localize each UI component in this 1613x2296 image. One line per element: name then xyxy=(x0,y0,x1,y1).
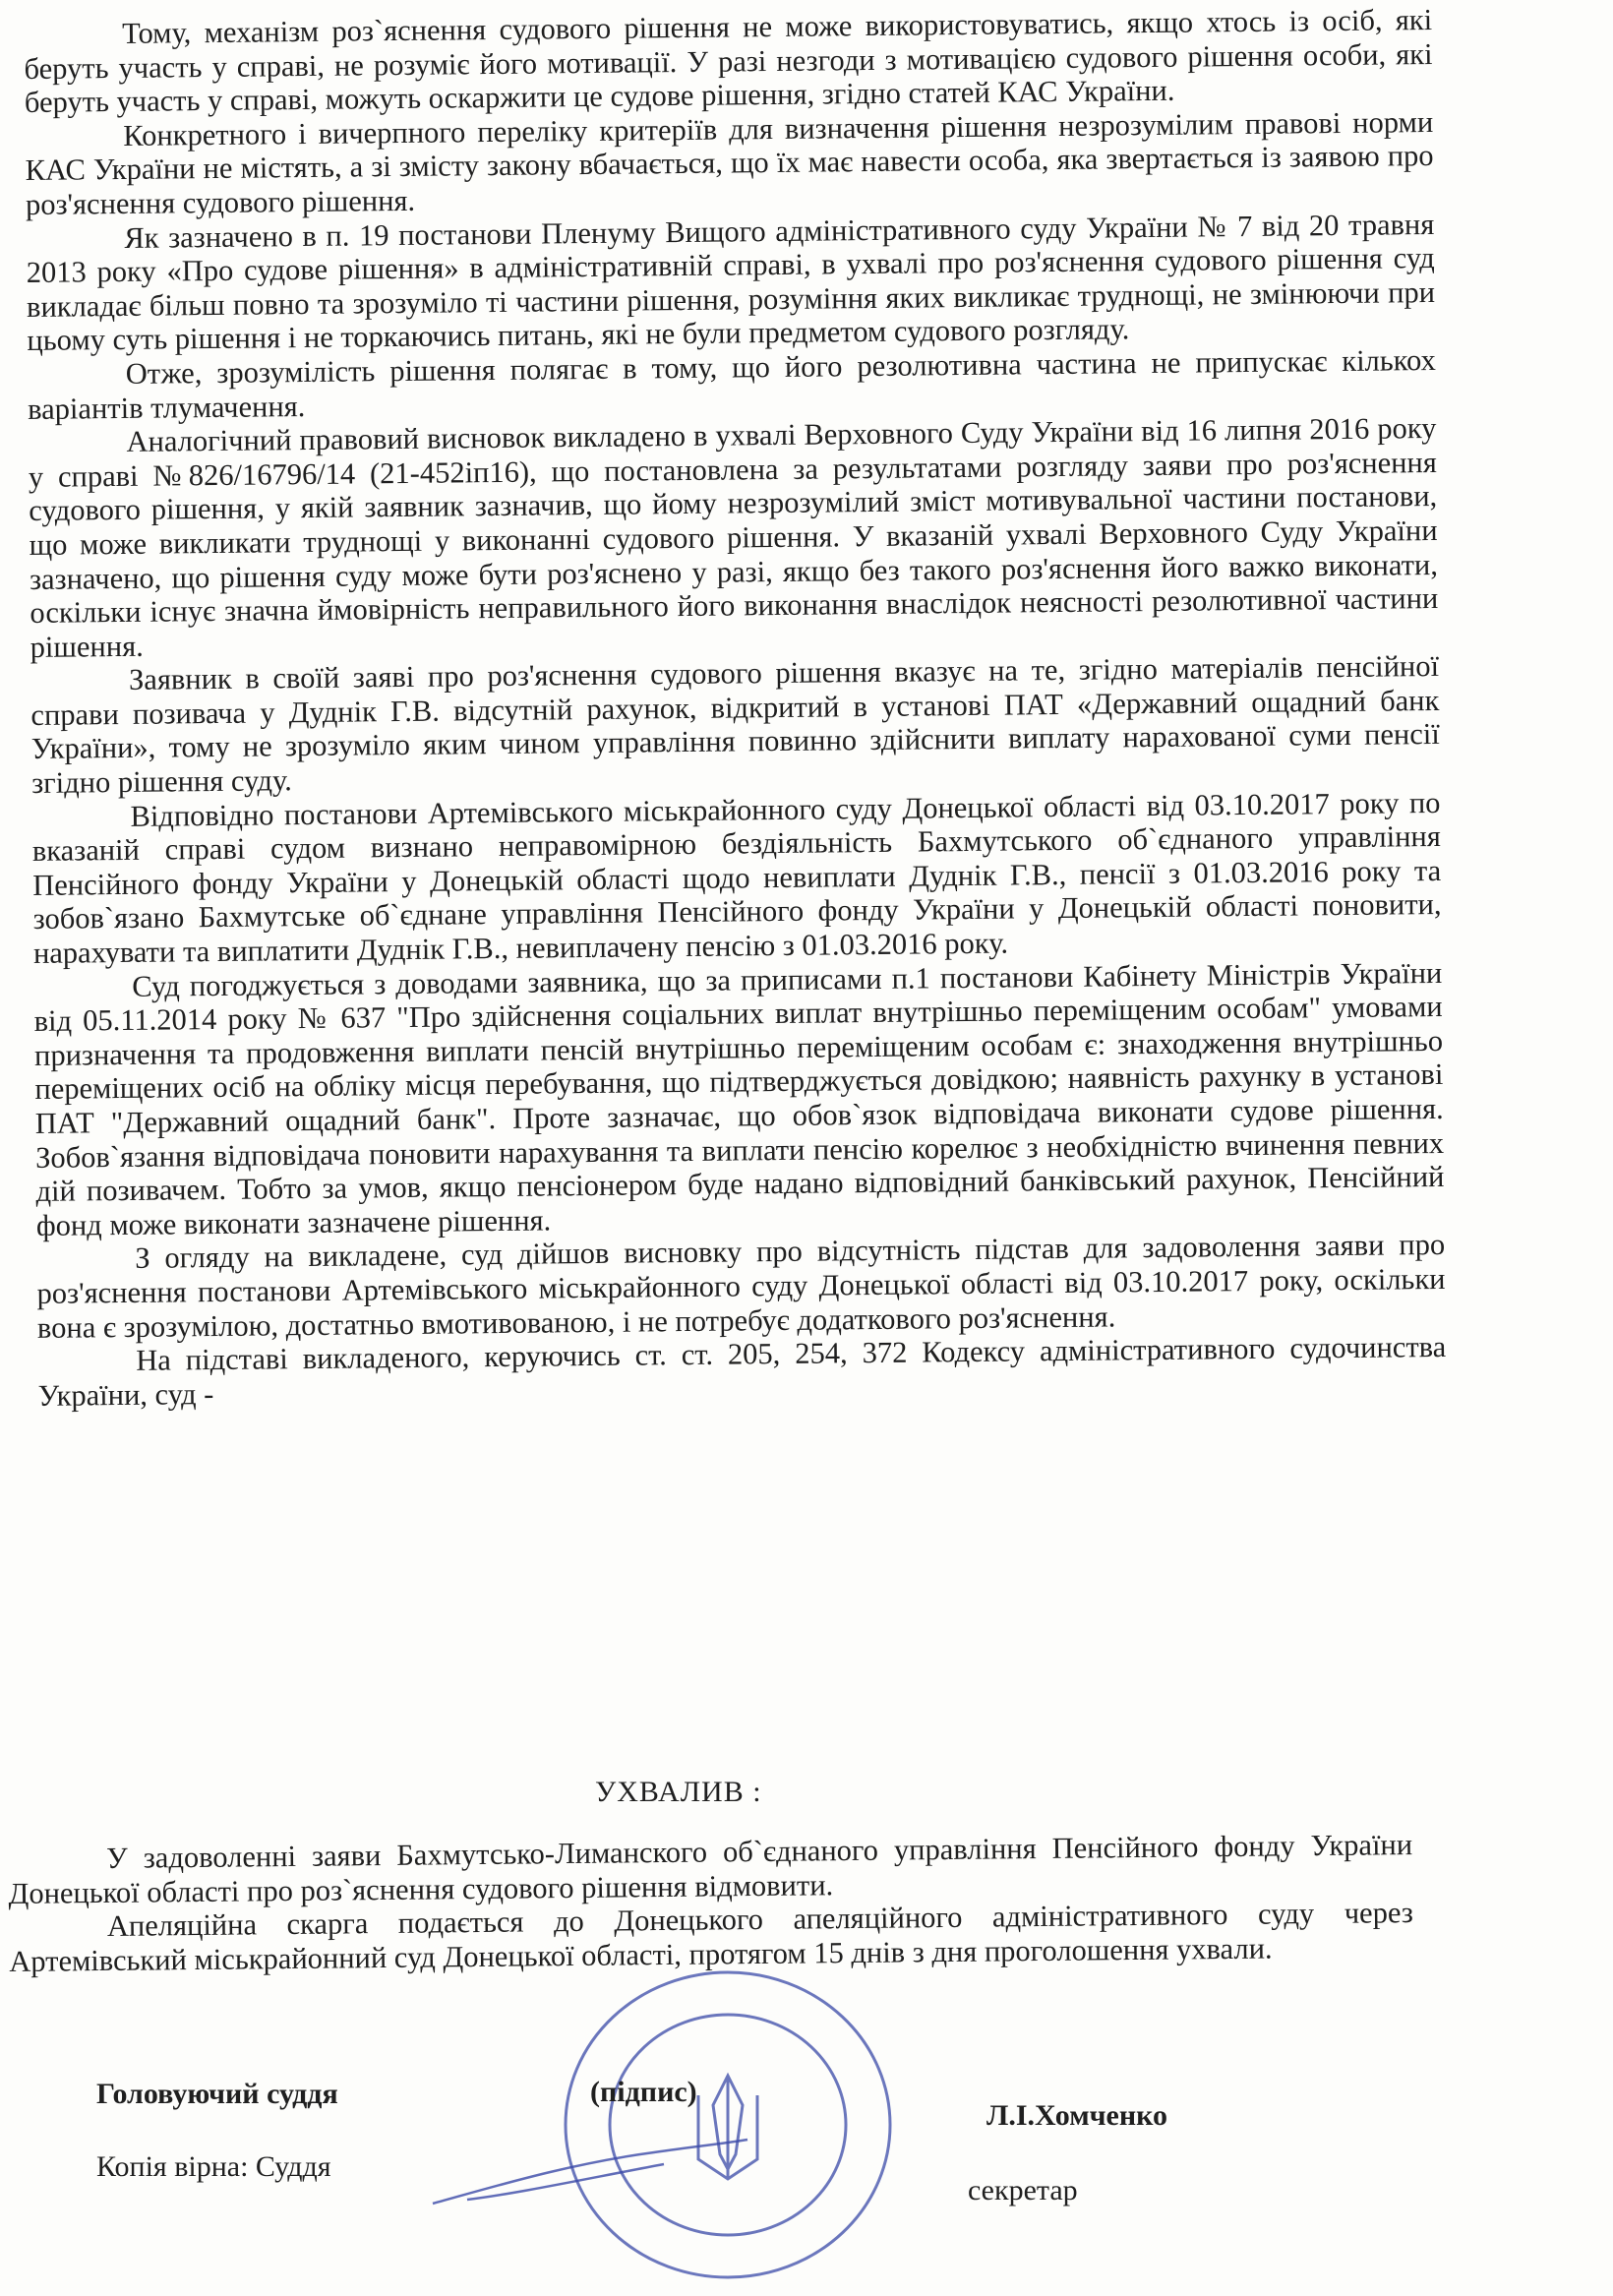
paragraph: Заявник в своїй заяві про роз'яснення судового рішення вказує на те, згідно матеріалів пенсійної справи позивача у Дуднік Г.В. відсутній рахунок, відкритий в установі ПАТ «Державний ощадний банк України», тому не зрозуміло яким чином управління повинно здійснити виплату нарахованої суми пенсії згідно рішення суду. xyxy=(30,649,1440,801)
stamp-seal-icon xyxy=(551,1958,905,2292)
resolution-section xyxy=(8,1828,1413,1978)
paragraph: Аналогічний правовий висновок викладено в ухвалі Верховного Суду України від 16 липня 2016 року у справі №826/16796/14 (21-452іп16), що постановлена за результатами розгляду заяви про роз'яснення судового рішення, у якій заявник зазначив, що йому незрозумілий зміст мотивувальної частини постанови, що може викликати труднощі у виконанні судового рішення. У вказаній ухвалі Верховного Суду України зазначено, що рішення суду може бути роз'яснено у разі, якщо без такого роз'яснення його важко виконати, оскільки існує значна ймовірність неправильного його виконання внаслідок неясності резолютивної частини рішення. xyxy=(28,411,1439,664)
paragraph: Відповідно постанови Артемівського міськрайонного суду Донецької області від 03.10.2017 року по вказаній справі судом визнано неправомірною бездіяльність Бахмутського об`єднаного управління Пенсійного фонду України у Донецькій області щодо невиплати Дуднік Г.В., пенсії з 01.03.2016 року та зобов`язано Бахмутське об`єднане управління Пенсійного фонду України у Донецькій області поновити, нарахувати та виплатити Дуднік Г.В., невиплачену пенсію з 01.03.2016 року. xyxy=(31,785,1442,970)
paragraph: Суд погоджується з доводами заявника, що за приписами п.1 постанови Кабінету Міністрів України від 05.11.2014 року № 637 "Про здійснення соціальних виплат внутрішньо переміщеним особам" умовами призначення та продовження виплати пенсій внутрішньо переміщеним особам є: знаходження внутрішньо переміщених осіб на обліку місця перебування, що підтверджується довідкою; наявність рахунку в установі ПАТ "Державний ощадний банк". Проте зазначає, що обов`язок відповідача виконати судове рішення. Зобов`язання відповідача поновити нарахування та виплати пенсію корелює з необхідністю вчинення певних дій позивачем. Тобто за умов, якщо пенсіонером буде надано відповідний банківський рахунок, Пенсійний фонд може виконати зазначене рішення. xyxy=(33,955,1445,1242)
paragraph: З огляду на викладене, суд дійшов висновку про відсутність підстав для задоволення заяви про роз'яснення постанови Артемівського міськрайонного суду Донецької області від 03.10.2017 року, оскільки вона є зрозумілою, достатньо вмотивованою, і не потребує додаткового роз'яснення. xyxy=(36,1228,1446,1345)
paragraph: Конкретного і вичерпного переліку критеріїв для визначення рішення незрозумілим правові норми КАС України не містять, а зі змісту закону вбачається, що їх має навести особа, яка звертається із заявою про роз'яснення судового рішення. xyxy=(25,104,1434,221)
decision-title: УХВАЛИВ : xyxy=(595,1776,762,1808)
copy-certified-label: Копія вірна: Суддя xyxy=(96,2150,331,2183)
court-stamp xyxy=(551,1958,905,2292)
judge-name: Л.І.Хомченко xyxy=(986,2099,1168,2132)
secretary-label: секретар xyxy=(968,2174,1078,2206)
resolution-paragraph: Апеляційна скарга подається до Донецького апеляційного адміністративного суду через Артемівський міськрайонний суд Донецької області, протягом 15 днів з дня проголошення ухвали. xyxy=(9,1896,1414,1978)
paragraph: Тому, механізм роз`яснення судового рішення не може використовуватись, якщо хтось із осіб, які беруть участь у справі, не розуміє його мотивації. У разі незгоди з мотивацією судового рішення особи, які беруть участь у справі, можуть оскаржити це судове рішення, згідно статей КАС України. xyxy=(24,3,1433,120)
paragraph: Як зазначено в п. 19 постанови Пленуму Вищого адміністративного суду України № 7 від 20 травня 2013 року «Про судове рішення» в адміністративній справі, в ухвалі про роз'яснення судового рішення суд викладає більш повно та зрозуміло ті частини рішення, розуміння яких викликає труднощі, не змінюючи при цьому суть рішення і не торкаючись питань, які не були предметом судового розгляду. xyxy=(26,207,1436,358)
paragraph: На підставі викладеного, керуючись ст. ст. 205, 254, 372 Кодексу адміністративного судочинства України, суд - xyxy=(37,1330,1447,1413)
paragraph: Отже, зрозумілість рішення полягає в тому, що його резолютивна частина не припускає кількох варіантів тлумачення. xyxy=(27,342,1436,426)
signature-icon xyxy=(428,2135,752,2213)
presiding-judge-label: Головуючий суддя xyxy=(96,2078,338,2110)
handwritten-signature xyxy=(428,2135,752,2213)
ruling-body xyxy=(24,3,1447,1413)
resolution-paragraph: У задоволенні заяви Бахмутсько-Лиманского об`єднаного управління Пенсійного фонду України Донецької області про роз`яснення судового рішення відмовити. xyxy=(8,1828,1413,1910)
signature-mark: (підпис) xyxy=(590,2076,697,2108)
